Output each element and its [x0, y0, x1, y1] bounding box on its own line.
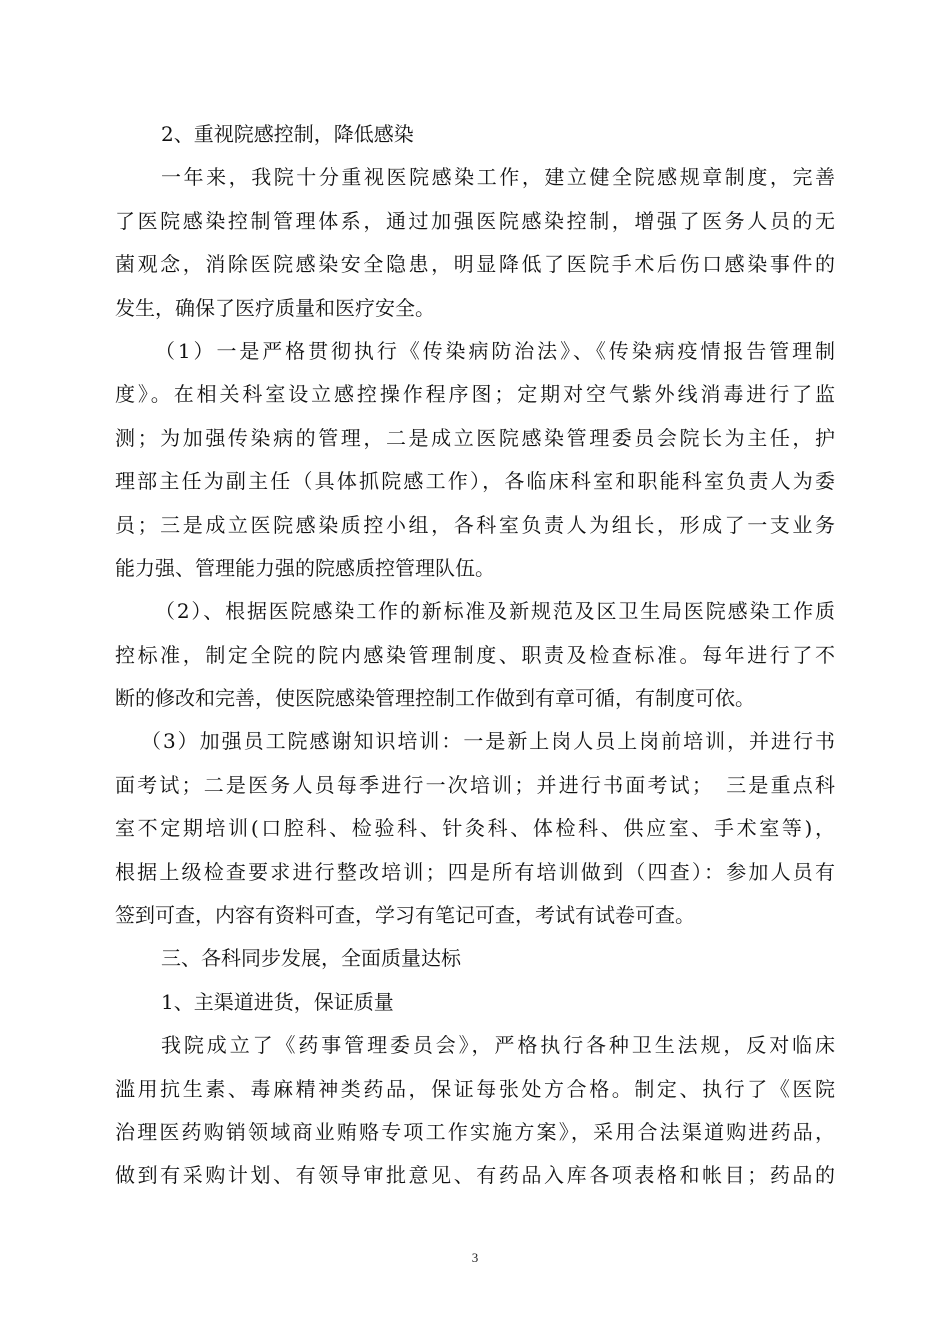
- paragraph-line: 根据上级检查要求进行整改培训；四是所有培训做到（四查）：参加人员有: [115, 859, 835, 884]
- paragraph-line: 度》。在相关科室设立感控操作程序图；定期对空气紫外线消毒进行了监: [115, 382, 835, 407]
- paragraph-line: 测；为加强传染病的管理，二是成立医院感染管理委员会院长为主任，护: [115, 425, 835, 450]
- section-heading: 2、重视院感控制，降低感染: [161, 122, 414, 146]
- paragraph-line: 员；三是成立医院感染质控小组，各科室负责人为组长，形成了一支业务: [115, 512, 835, 537]
- paragraph-line: 我院成立了《药事管理委员会》，严格执行各种卫生法规，反对临床: [161, 1033, 835, 1058]
- paragraph-line: 理部主任为副主任（具体抓院感工作），各临床科室和职能科室负责人为委: [115, 469, 835, 494]
- paragraph-line: 滥用抗生素、毒麻精神类药品，保证每张处方合格。制定、执行了《医院: [115, 1076, 835, 1101]
- paragraph-line: 断的修改和完善，使医院感染管理控制工作做到有章可循，有制度可依。: [115, 686, 755, 711]
- page-number: 3: [471, 1250, 479, 1265]
- paragraph-line: 能力强、管理能力强的院感质控管理队伍。: [115, 555, 495, 580]
- paragraph-line: 签到可查，内容有资料可查，学习有笔记可查，考试有试卷可查。: [115, 903, 695, 928]
- paragraph-line: 室不定期培训(口腔科、检验科、针灸科、体检科、供应室、手术室等)，: [115, 816, 835, 841]
- paragraph-line: （3）加强员工院感谢知识培训：一是新上岗人员上岗前培训，并进行书: [141, 729, 835, 754]
- paragraph-line: （2）、根据医院感染工作的新标准及新规范及区卫生局医院感染工作质: [155, 599, 835, 624]
- section-heading: 1、主渠道进货，保证质量: [161, 989, 394, 1014]
- paragraph-line: 一年来，我院十分重视医院感染工作，建立健全院感规章制度，完善: [161, 165, 835, 190]
- paragraph-line: 控标准，制定全院的院内感染管理制度、职责及检查标准。每年进行了不: [115, 642, 835, 667]
- paragraph-line: 了医院感染控制管理体系，通过加强医院感染控制，增强了医务人员的无: [115, 208, 835, 233]
- paragraph-line: 做到有采购计划、有领导审批意见、有药品入库各项表格和帐目；药品的: [115, 1163, 835, 1188]
- paragraph-line: 治理医药购销领域商业贿赂专项工作实施方案》，采用合法渠道购进药品，: [115, 1119, 835, 1144]
- paragraph-line: 菌观念，消除医院感染安全隐患，明显降低了医院手术后伤口感染事件的: [115, 252, 835, 277]
- paragraph-line: 发生，确保了医疗质量和医疗安全。: [115, 295, 435, 320]
- section-heading: 三、各科同步发展，全面质量达标: [161, 946, 461, 971]
- paragraph-line: 面考试；二是医务人员每季进行一次培训；并进行书面考试； 三是重点科: [115, 772, 835, 797]
- document-body: [115, 113, 835, 1198]
- paragraph-line: （1）一是严格贯彻执行《传染病防治法》、《传染病疫情报告管理制: [155, 338, 835, 363]
